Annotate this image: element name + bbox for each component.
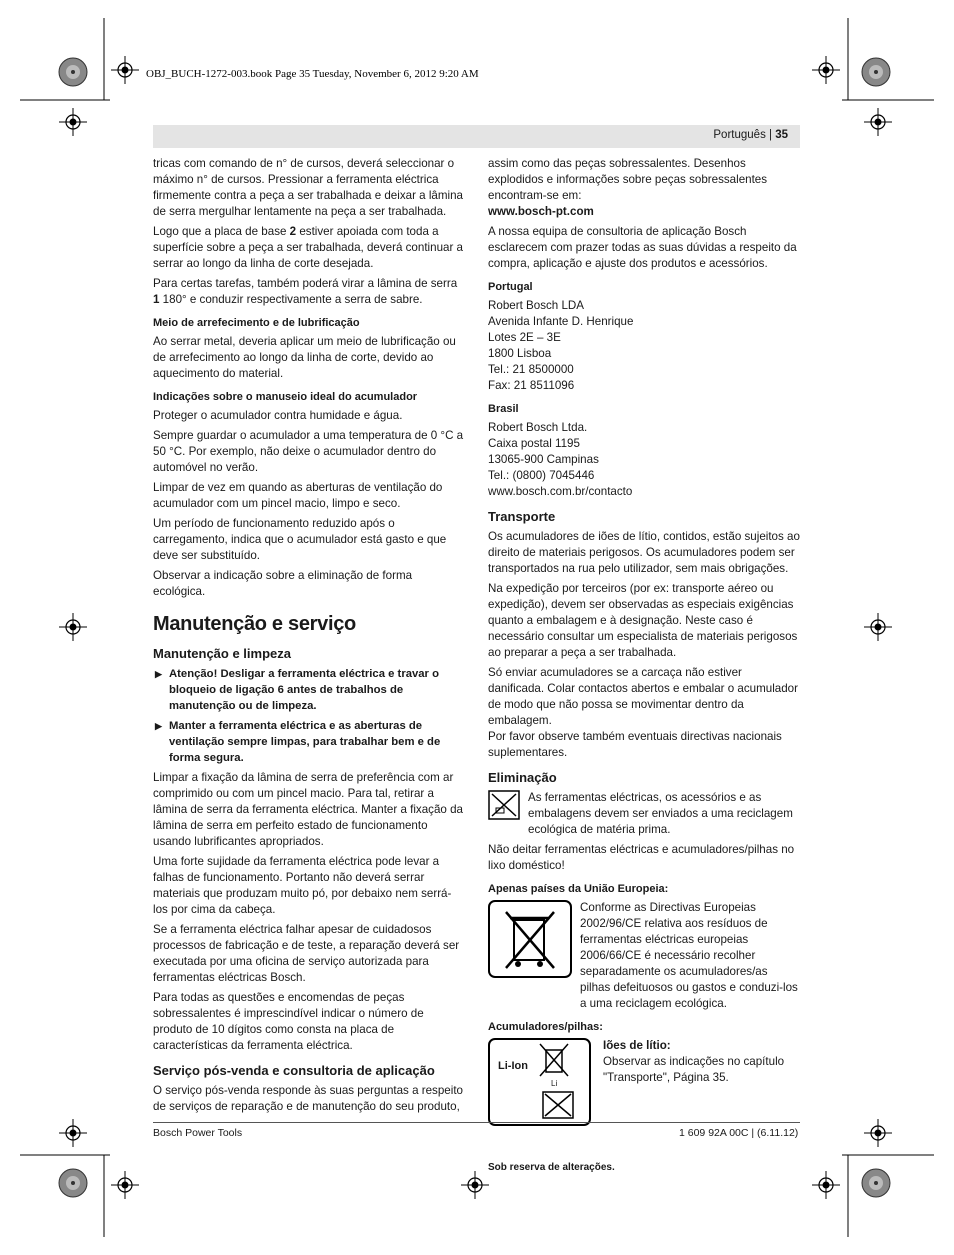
heading-eu: Apenas países da União Europeia:	[488, 883, 669, 895]
paragraph: Sempre guardar o acumulador a uma temperatura de 0 °C a 50 °C. Por exemplo, não deixe o acumulador dentro do automóvel no verão.	[153, 429, 464, 474]
paragraph: Limpar de vez em quando as aberturas de ventilação do acumulador com um pincel macio, limpo e seco.	[153, 481, 443, 510]
paragraph: Observar as indicações no capítulo "Transporte", Página 35.	[603, 1055, 785, 1084]
heading-batteries: Acumuladores/pilhas:	[488, 1021, 603, 1033]
bullet-warning: ▶ Manter a ferramenta eléctrica e as aberturas de ventilação sempre limpas, para trabalhar bem e de forma segura.	[155, 720, 441, 764]
li-ion-icon	[488, 1038, 591, 1126]
header-language: Português |	[713, 129, 772, 141]
book-info-line: OBJ_BUCH-1272-003.book Page 35 Tuesday, November 6, 2012 9:20 AM	[146, 68, 479, 80]
address-portugal: Robert Bosch LDA Avenida Infante D. Henrique Lotes 2E – 3E 1800 Lisboa Tel.: 21 8500000 Fax: 21 8511096	[488, 299, 634, 392]
paragraph: A nossa equipa de consultoria de aplicação Bosch esclarecem com prazer todas as suas dúvidas a respeito da compra, aplicação e ajuste dos produtos e acessórios.	[488, 225, 797, 270]
heading-transport: Transporte	[488, 509, 556, 524]
paragraph: Se a ferramenta eléctrica falhar apesar de cuidadosos processos de fabricação e de teste, a reparação deverá ser executada por uma oficina de serviço autorizada para ferramentas eléctricas Bosch.	[153, 923, 460, 984]
left-column	[153, 156, 465, 1119]
footer-code: 1 609 92A 00C | (6.11.12)	[679, 1127, 799, 1139]
page-number: 35	[775, 129, 788, 141]
crossed-bin-icon	[488, 900, 572, 978]
triangle-bullet-icon: ▶	[155, 721, 162, 731]
heading-brasil: Brasil	[488, 403, 519, 415]
subheading-battery: Indicações sobre o manuseio ideal do acumulador	[153, 391, 418, 403]
paragraph: Para certas tarefas, também poderá virar a lâmina de serra 1 180° e conduzir respectivamente a serra de sabre.	[153, 277, 458, 306]
address-brasil: Robert Bosch Ltda. Caixa postal 1195 13065-900 Campinas Tel.: (0800) 7045446 www.bosch.com.br/contacto	[488, 421, 633, 498]
footer-rule	[153, 1122, 800, 1123]
paragraph: Um período de funcionamento reduzido após o carregamento, indica que o acumulador está gasto e que deve ser substituído.	[153, 517, 447, 562]
paragraph: Os acumuladores de iões de lítio, contidos, estão sujeitos ao direito de materiais perigosos. Os acumuladores podem ser transportados na rua pelo utilizador, sem mais obrigações.	[488, 530, 800, 575]
subheading-cooling: Meio de arrefecimento e de lubrificação	[153, 317, 360, 329]
paragraph: Só enviar acumuladores se a carcaça não estiver danificada. Colar contactos abertos e embalar o acumulador de modo que não possa se movimentar dentro da embalagem. Por favor observe também eventuais directivas nacionais suplementares.	[488, 666, 798, 759]
bosch-url: www.bosch-pt.com	[488, 205, 594, 218]
paragraph: O serviço pós-venda responde às suas perguntas a respeito de serviços de reparação e de manutenção do seu produto,	[153, 1084, 463, 1113]
paragraph: Limpar a fixação da lâmina de serra de preferência com ar comprimido ou com um pincel macio. Para tal, retirar a lâmina de serra da ferramenta eléctrica. Manter a fixação da lâmina de serra em perfeito estado de funcionamento usando lubrificantes apropriados.	[153, 771, 463, 848]
paragraph: Proteger o acumulador contra humidade e água.	[153, 409, 403, 422]
heading-lithium-ions: Iões de lítio:	[603, 1039, 671, 1052]
li-label: Li	[551, 1079, 558, 1088]
heading-cleaning: Manutenção e limpeza	[153, 646, 291, 661]
triangle-bullet-icon: ▶	[155, 669, 162, 679]
li-ion-label: Li-Ion	[498, 1060, 528, 1072]
paragraph: assim como das peças sobressalentes. Desenhos explodidos e informações sobre peças sobressalentes encontram-se em: www.bosch-pt.com	[488, 157, 768, 218]
footer-brand: Bosch Power Tools	[153, 1127, 243, 1139]
paragraph: Uma forte sujidade da ferramenta eléctrica pode levar a falhas de funcionamento. Portanto não deverá serrar materiais que produzam muito pó, por debaixo nem serrá-los por cima da cabeça.	[153, 855, 452, 916]
paragraph: Conforme as Directivas Europeias 2002/96/CE relativa aos resíduos de ferramentas eléctricas europeias 2006/66/CE é necessário recolher separadamente os acumuladores/as pilhas defeituosos ou gastos e conduzi-los a uma reciclagem ecológica.	[580, 901, 798, 1010]
page-header	[153, 125, 800, 148]
change-note: Sob reserva de alterações.	[488, 1162, 615, 1173]
recycling-icon	[488, 790, 520, 820]
paragraph: Na expedição por terceiros (por ex: transporte aéreo ou expedição), devem ser observadas as especiais exigências quanto a embalagem e à designação. Neste caso é necessário consultar um especialista de materiais perigosos ao preparar a peça a ser trabalhada.	[488, 582, 798, 659]
paragraph: As ferramentas eléctricas, os acessórios e as embalagens devem ser enviados a uma reciclagem ecológica de matéria prima.	[528, 791, 793, 836]
bullet-warning: ▶ Atenção! Desligar a ferramenta eléctrica e travar o bloqueio de ligação 6 antes de trabalhos de manutenção ou de limpeza.	[155, 668, 439, 712]
paragraph: Ao serrar metal, deveria aplicar um meio de lubrificação ou de arrefecimento ao longo da linha de corte, devido ao aquecimento do material.	[153, 335, 456, 380]
disposal-row	[488, 790, 800, 838]
paragraph: Logo que a placa de base 2 estiver apoiada com toda a superfície sobre a peça a ser trabalhada, deverá continuar a serrar ao longo da linha de corte desejada.	[153, 225, 464, 270]
batteries-row	[488, 1038, 800, 1126]
paragraph: tricas com comando de n° de cursos, deverá seleccionar o máximo n° de cursos. Pressionar a ferramenta eléctrica firmemente contra a peça a ser trabalhada e deixar a lâmina de serra mergulhar lentamente na peça a ser trabalhada.	[153, 157, 463, 218]
paragraph: Observar a indicação sobre a eliminação de forma ecológica.	[153, 569, 413, 598]
heading-portugal: Portugal	[488, 281, 533, 293]
heading-disposal: Eliminação	[488, 770, 557, 785]
section-title-maintenance: Manutenção e serviço	[153, 613, 356, 635]
right-column	[488, 156, 800, 1176]
eu-row	[488, 900, 800, 1012]
paragraph: Não deitar ferramentas eléctricas e acumuladores/pilhas no lixo doméstico!	[488, 843, 795, 872]
heading-service: Serviço pós-venda e consultoria de aplicação	[153, 1063, 435, 1078]
paragraph: Para todas as questões e encomendas de peças sobressalentes é imprescindível indicar o número de produto de 10 dígitos como consta na placa de características da ferramenta eléctrica.	[153, 991, 424, 1052]
